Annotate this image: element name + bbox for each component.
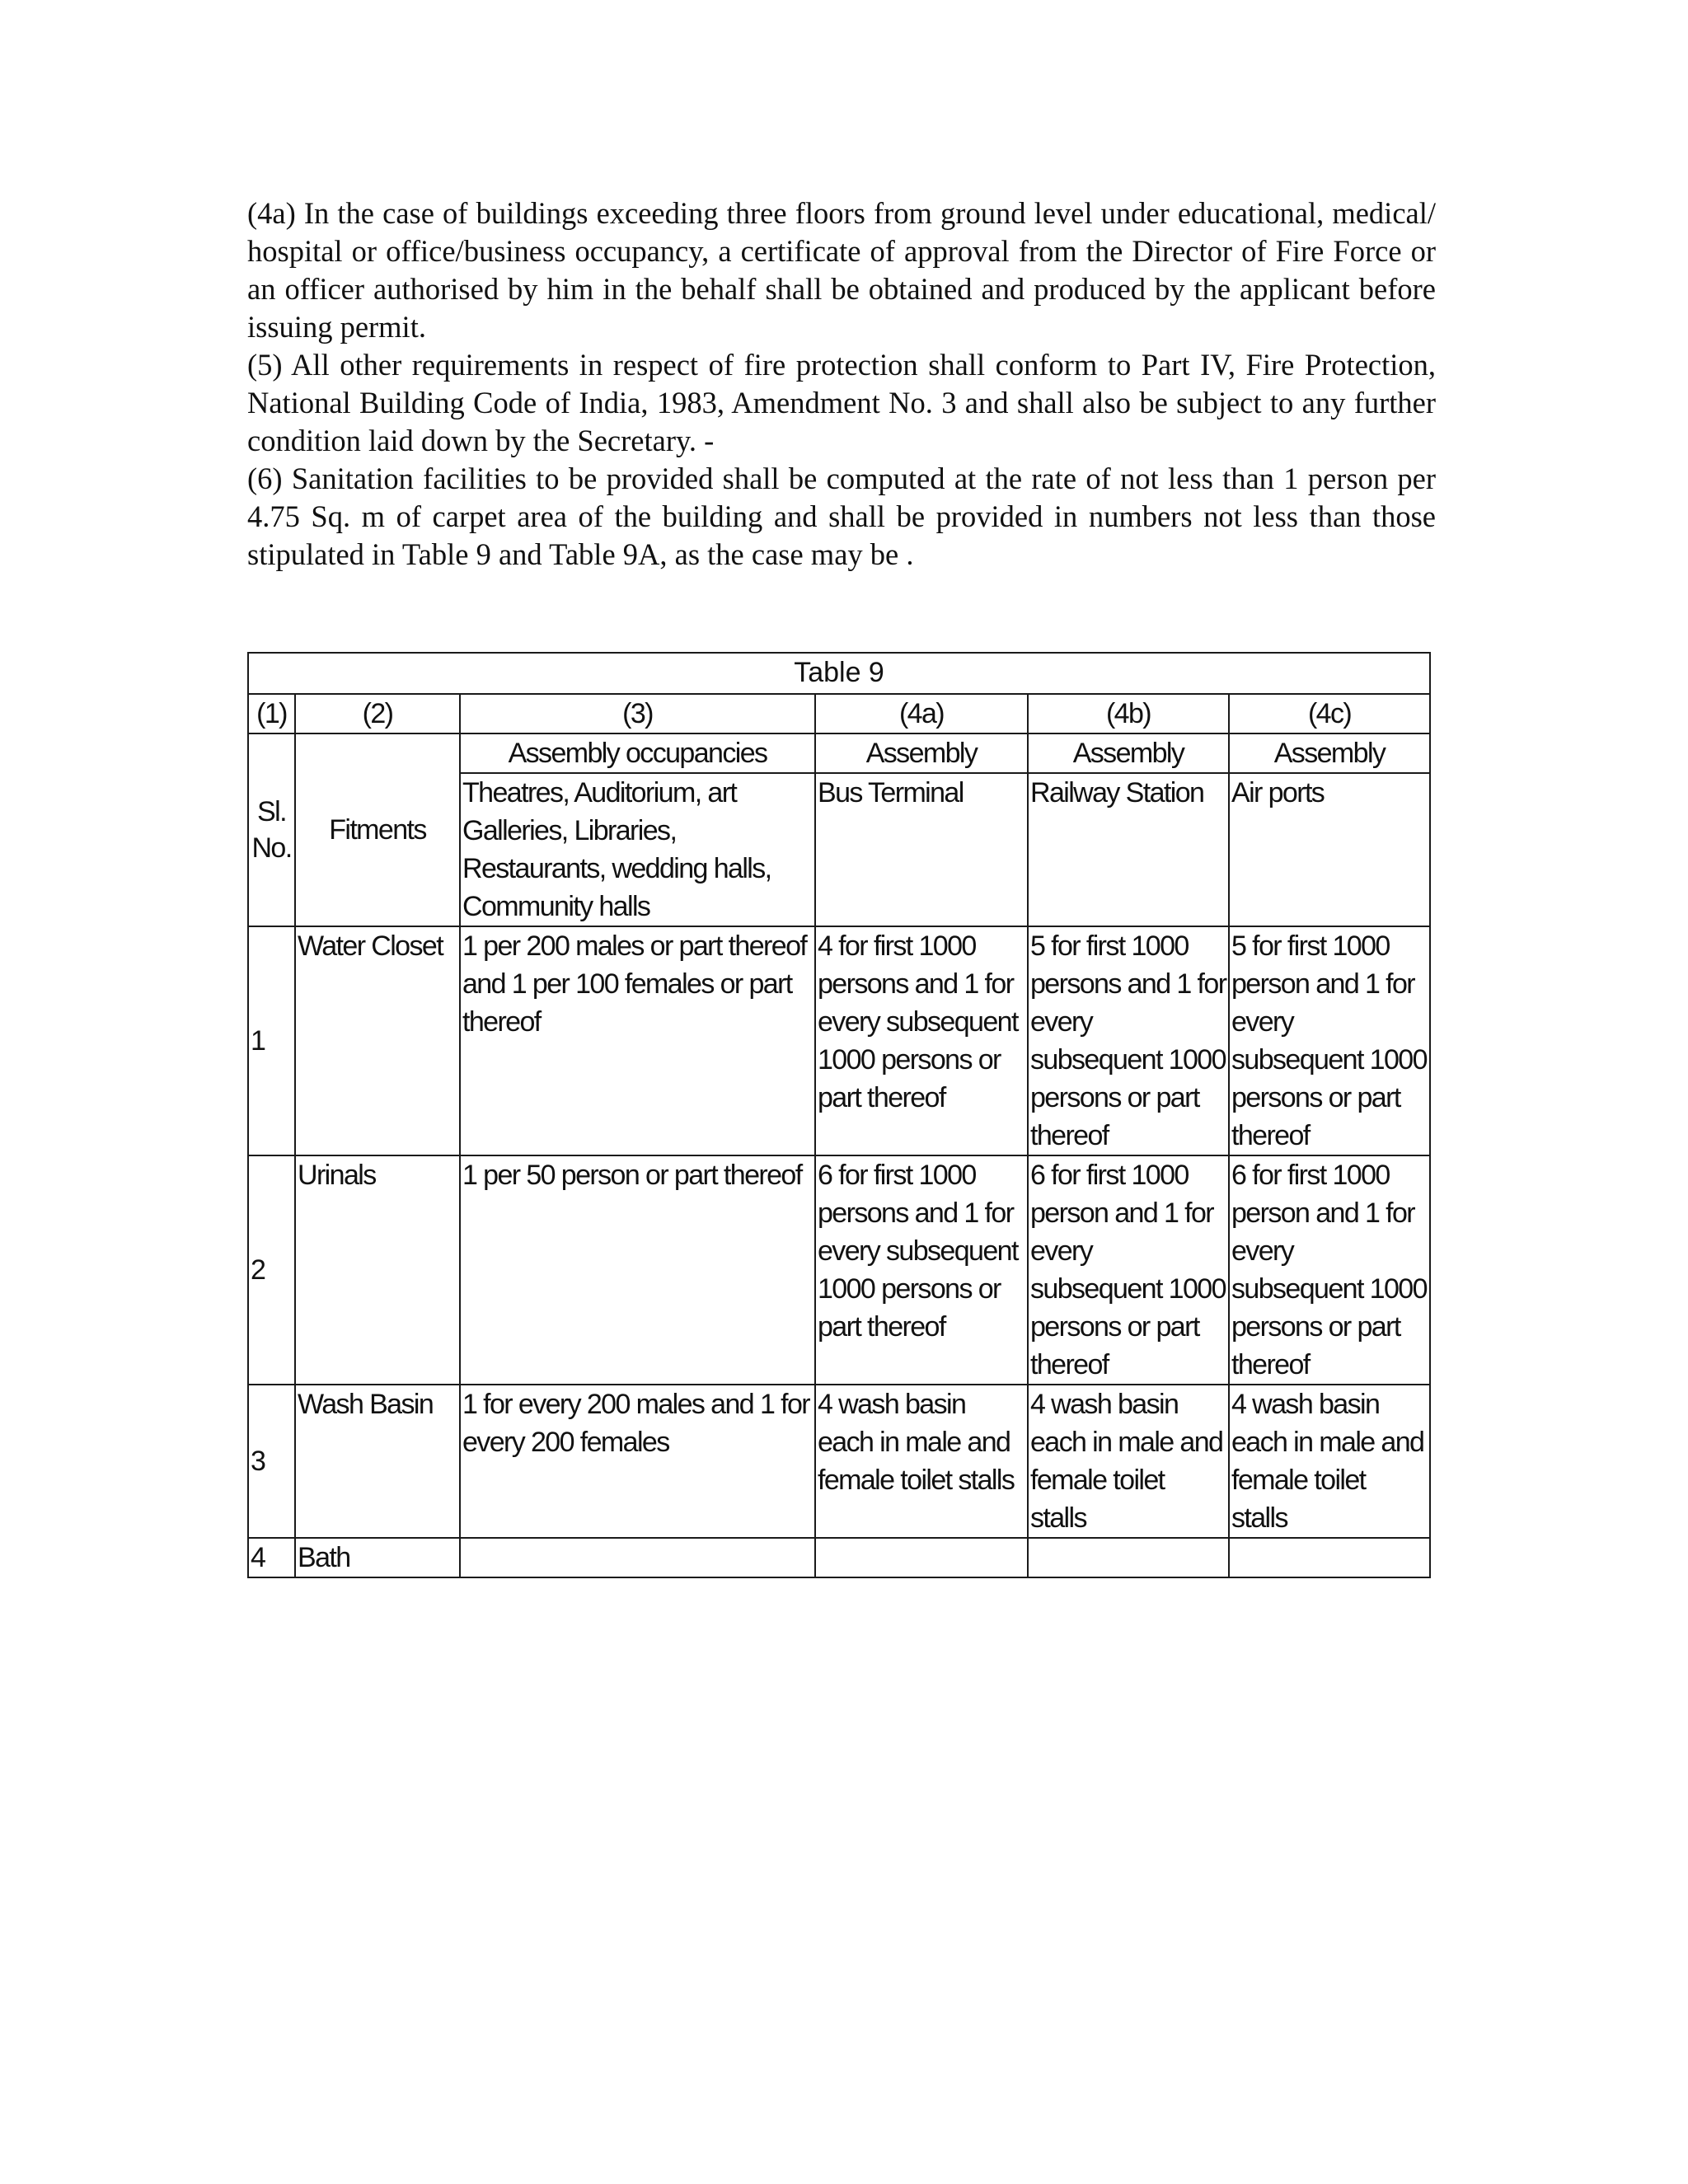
table-cell: 4 wash basin each in male and female toilet stalls: [815, 1385, 1028, 1538]
occupancy-name: Bus Terminal: [815, 773, 1028, 926]
fitment-name: Wash Basin: [295, 1385, 460, 1538]
paragraph-4a: (4a) In the case of buildings exceeding three floors from ground level under educational, medical/ hospital or office/business occupancy, a certificate of approval from the Director of Fire Force or an officer authorised by him in the behalf shall be obtained and produced by the applicant before issuing permit.: [247, 196, 1436, 344]
table-cell: 5 for first 1000 persons and 1 for every subsequent 1000 persons or part thereof: [1028, 926, 1229, 1155]
body-text: [247, 194, 1436, 574]
table-cell: 1 per 200 males or part thereof and 1 per 100 females or part thereof: [460, 926, 815, 1155]
table-cell: 4 wash basin each in male and female toilet stalls: [1028, 1385, 1229, 1538]
occupancy-type: Assembly: [1229, 733, 1430, 773]
table-cell: 5 for first 1000 person and 1 for every subsequent 1000 persons or part thereof: [1229, 926, 1430, 1155]
table-cell: 6 for first 1000 persons and 1 for every subsequent 1000 persons or part thereof: [815, 1155, 1028, 1385]
sanitation-table: [247, 652, 1431, 1578]
table-cell: [815, 1538, 1028, 1577]
col-number: (4a): [815, 694, 1028, 733]
occupancy-type: Assembly occupancies: [460, 733, 815, 773]
table-cell: 6 for first 1000 person and 1 for every subsequent 1000 persons or part thereof: [1229, 1155, 1430, 1385]
col-number: (1): [248, 694, 295, 733]
table-cell: 1 per 50 person or part thereof: [460, 1155, 815, 1385]
col-number: (4b): [1028, 694, 1229, 733]
occupancy-type: Assembly: [1028, 733, 1229, 773]
paragraph-5: (5) All other requirements in respect of fire protection shall conform to Part IV, Fire Protection, National Building Code of India, 1983, Amendment No. 3 and shall also be subject to any further condition laid down by the Secretary. -: [247, 348, 1436, 457]
occupancy-name: Railway Station: [1028, 773, 1229, 926]
occupancy-type: Assembly: [815, 733, 1028, 773]
sl-number: 3: [248, 1385, 295, 1538]
col-number: (2): [295, 694, 460, 733]
occupancy-name: Theatres, Auditorium, art Galleries, Libraries, Restaurants, wedding halls, Community halls: [460, 773, 815, 926]
sl-number: 2: [248, 1155, 295, 1385]
fitment-name: Urinals: [295, 1155, 460, 1385]
sl-number: 1: [248, 926, 295, 1155]
paragraph-6: (6) Sanitation facilities to be provided shall be computed at the rate of not less than 1 person per 4.75 Sq. m of carpet area of the building and shall be provided in numbers not less than those stipulated in Table 9 and Table 9A, as the case may be .: [247, 462, 1436, 571]
fitment-name: Bath: [295, 1538, 460, 1577]
fitment-name: Water Closet: [295, 926, 460, 1155]
table-cell: 6 for first 1000 person and 1 for every subsequent 1000 persons or part thereof: [1028, 1155, 1229, 1385]
occupancy-name: Air ports: [1229, 773, 1430, 926]
table-cell: 4 wash basin each in male and female toilet stalls: [1229, 1385, 1430, 1538]
table-title: Table 9: [248, 653, 1430, 694]
sl-no-header: Sl. No.: [248, 733, 295, 926]
col-number: (4c): [1229, 694, 1430, 733]
occupancy-type-row: [248, 733, 1430, 773]
table-row: [248, 926, 1430, 1155]
sl-number: 4: [248, 1538, 295, 1577]
fitments-header: Fitments: [295, 733, 460, 926]
table-cell: [1028, 1538, 1229, 1577]
table-cell: [1229, 1538, 1430, 1577]
table-cell: [460, 1538, 815, 1577]
table-9-container: [247, 652, 1429, 1578]
table-row: [248, 1155, 1430, 1385]
table-row: [248, 1538, 1430, 1577]
column-number-row: [248, 694, 1430, 733]
table-cell: 1 for every 200 males and 1 for every 200 females: [460, 1385, 815, 1538]
col-number: (3): [460, 694, 815, 733]
table-row: [248, 1385, 1430, 1538]
table-cell: 4 for first 1000 persons and 1 for every subsequent 1000 persons or part thereof: [815, 926, 1028, 1155]
